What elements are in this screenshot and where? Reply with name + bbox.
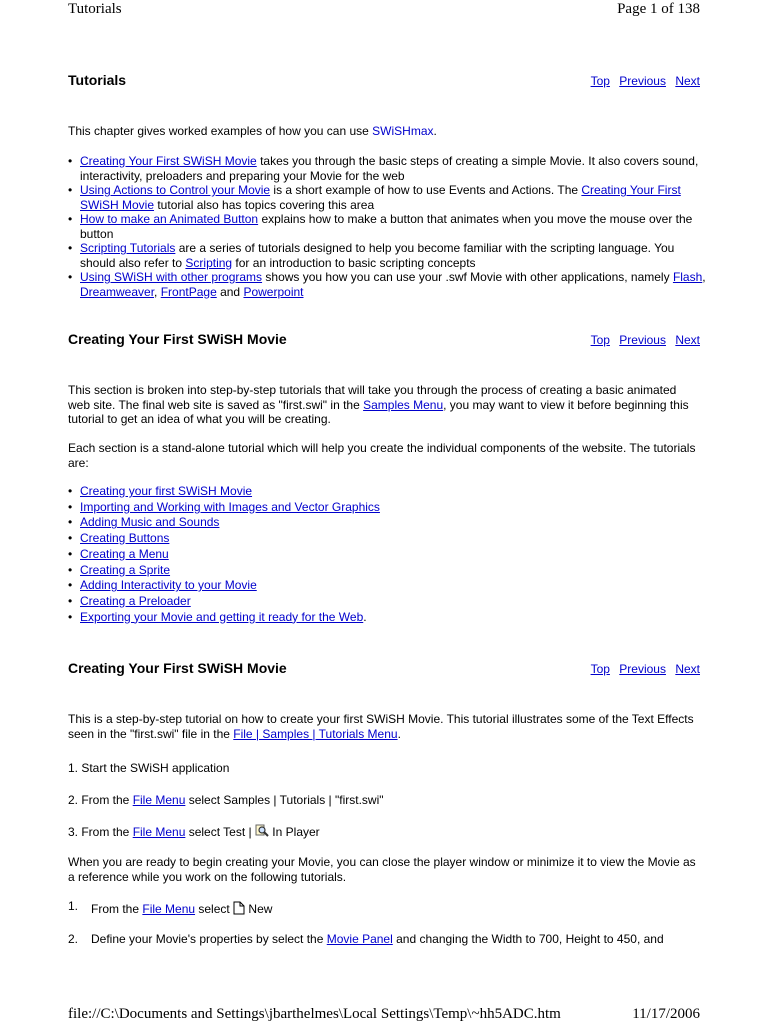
list-item — [80, 547, 712, 563]
nav-previous-link[interactable]: Previous — [619, 333, 666, 347]
first-movie-link-2[interactable]: Creating Your First SWiSH Movie — [80, 183, 681, 212]
list-item — [80, 154, 712, 183]
tutorial-overview-list — [68, 154, 712, 299]
step-2 — [68, 793, 700, 808]
list-item — [80, 183, 712, 212]
item-text: are a series of tutorials designed to help you become familiar with the scripting language. You should also refer to — [80, 241, 675, 270]
frontpage-link[interactable]: FrontPage — [160, 284, 217, 299]
scripting-tutorials-link[interactable]: Scripting Tutorials — [80, 241, 176, 255]
list-item — [80, 531, 712, 547]
nav-top-link[interactable]: Top — [590, 74, 610, 88]
item-text: for an introduction to basic scripting concepts — [232, 255, 476, 270]
nav-next-link[interactable]: Next — [675, 74, 700, 88]
section-title: Tutorials — [68, 72, 127, 88]
item-text: shows you how you can use your .swf Movie with other applications, namely — [262, 270, 673, 284]
section-nav — [585, 333, 700, 347]
page-header-page-number: Page 1 of 138 — [617, 1, 700, 17]
tutorial-link[interactable]: Adding Interactivity to your Movie — [80, 578, 257, 593]
item-text: tutorial also has topics covering this area — [154, 197, 375, 212]
first-movie-link[interactable]: Creating Your First SWiSH Movie — [80, 154, 257, 168]
other-programs-link[interactable]: Using SWiSH with other programs — [80, 270, 263, 284]
section-header-first-movie-2 — [68, 660, 700, 676]
list-item — [80, 515, 712, 531]
tutorials-list — [68, 484, 712, 625]
tutorial-link[interactable]: Creating your first SWiSH Movie — [80, 484, 253, 498]
swishmax-link[interactable]: SWiSHmax — [372, 124, 434, 138]
animated-button-link[interactable]: How to make an Animated Button — [80, 212, 259, 226]
section3-paragraph-1 — [68, 712, 700, 741]
step-text: and changing the Width to 700, Height to 450, and — [392, 932, 664, 946]
section2-paragraph-2: Each section is a stand-alone tutorial which will help you create the individual components of the website. The tutorials are: — [68, 441, 696, 470]
section-header-tutorials — [68, 72, 700, 88]
list-item — [80, 212, 712, 241]
step-number: 2. — [68, 932, 79, 946]
nav-next-link[interactable]: Next — [675, 662, 700, 676]
step-text: select Test | — [185, 825, 255, 839]
paragraph-text: This section is broken into step-by-step tutorials that will take you through the process of creating a basic animated web site. The final web site is saved as "first.swi" in the — [68, 383, 677, 412]
step-text: 2. From the — [68, 793, 133, 807]
step-text: New — [245, 902, 273, 916]
section2-paragraph-1 — [68, 383, 700, 427]
section-nav — [585, 662, 700, 676]
nav-next-link[interactable]: Next — [675, 333, 700, 347]
nav-top-link[interactable]: Top — [590, 333, 610, 347]
tutorial-link[interactable]: Exporting your Movie and getting it ready for the Web — [80, 609, 364, 624]
list-item — [80, 500, 712, 516]
tutorial-link[interactable]: Creating a Sprite — [80, 562, 171, 577]
item-text: is a short example of how to use Events and Actions. The — [270, 183, 582, 197]
list-item — [80, 610, 712, 626]
step-text: 3. From the — [68, 825, 133, 839]
item-text: and — [216, 284, 244, 299]
page-footer-date: 11/17/2006 — [632, 1006, 700, 1022]
flash-link[interactable]: Flash — [672, 270, 703, 284]
step-3 — [68, 824, 700, 842]
tutorial-link[interactable]: Creating Buttons — [80, 531, 170, 546]
list-item — [80, 563, 712, 579]
step-text: Define your Movie's properties by select the — [91, 932, 327, 946]
list-item — [80, 484, 712, 500]
section-title: Creating Your First SWiSH Movie — [68, 660, 287, 676]
page-footer-path: file://C:\Documents and Settings\jbarthelmes\Local Settings\Temp\~hh5ADC.htm — [68, 1006, 561, 1022]
step-number: 1. — [68, 899, 79, 913]
nav-previous-link[interactable]: Previous — [619, 662, 666, 676]
file-menu-link[interactable]: File Menu — [132, 825, 186, 839]
item-text: takes you through the basic steps of creating a simple Movie. It also covers sound, interactivity, preloaders and preparing your Movie for the web — [80, 154, 699, 183]
movie-panel-link[interactable]: Movie Panel — [326, 932, 393, 946]
test-in-player-icon — [255, 824, 269, 842]
actions-link[interactable]: Using Actions to Control your Movie — [80, 183, 271, 197]
file-menu-link[interactable]: File Menu — [142, 902, 196, 916]
file-menu-link[interactable]: File Menu — [132, 793, 186, 807]
list-item — [80, 241, 712, 270]
section3-paragraph-2: When you are ready to begin creating your Movie, you can close the player window or minimize it to view the Movie as a reference while you work on the following tutorials. — [68, 855, 696, 884]
samples-menu-link[interactable]: Samples Menu — [363, 397, 444, 412]
file-samples-tutorials-link[interactable]: File | Samples | Tutorials Menu — [233, 726, 398, 741]
dreamweaver-link[interactable]: Dreamweaver — [80, 284, 155, 299]
tutorial-link[interactable]: Creating a Preloader — [80, 593, 191, 608]
paragraph-text: . — [397, 726, 401, 741]
nav-top-link[interactable]: Top — [590, 662, 610, 676]
intro-suffix: . — [433, 124, 437, 138]
section-nav — [585, 74, 700, 88]
new-document-icon — [233, 901, 245, 919]
step-text: select Samples | Tutorials | "first.swi" — [185, 793, 384, 807]
step-1: 1. Start the SWiSH application — [68, 761, 230, 775]
powerpoint-link[interactable]: Powerpoint — [243, 284, 304, 299]
step-text: From the — [91, 902, 143, 916]
numbered-step-1 — [68, 899, 700, 919]
tutorial-link[interactable]: Creating a Menu — [80, 546, 169, 561]
numbered-step-2 — [68, 932, 700, 947]
scripting-link[interactable]: Scripting — [185, 255, 233, 270]
intro-text: This chapter gives worked examples of how you can use — [68, 124, 373, 138]
list-item: • Using SWiSH with other programs shows you how you can use your .swf Movie with other applications, namely Flash, Dreamweaver, FrontPage and Powerpoint — [80, 270, 712, 299]
tutorial-link[interactable]: Importing and Working with Images and Vector Graphics — [80, 499, 380, 514]
list-item — [80, 578, 712, 594]
paragraph-text: , you may want to view it before beginning this tutorial to get an idea of what you will be creating. — [68, 397, 689, 426]
paragraph-text: This is a step-by-step tutorial on how to create your first SWiSH Movie. This tutorial illustrates some of the Text Effects seen in the "first.swi" file in the — [68, 712, 694, 741]
intro-paragraph — [68, 124, 700, 139]
tutorial-link[interactable]: Adding Music and Sounds — [80, 515, 220, 530]
item-suffix: . — [363, 609, 367, 624]
section-title: Creating Your First SWiSH Movie — [68, 331, 287, 347]
item-text: explains how to make a button that animates when you move the mouse over the button — [80, 212, 693, 241]
list-item — [80, 594, 712, 610]
section-header-first-movie — [68, 331, 700, 347]
page-header-title: Tutorials — [68, 1, 122, 17]
nav-previous-link[interactable]: Previous — [619, 74, 666, 88]
step-text: In Player — [268, 825, 320, 839]
step-text: select — [195, 902, 234, 916]
